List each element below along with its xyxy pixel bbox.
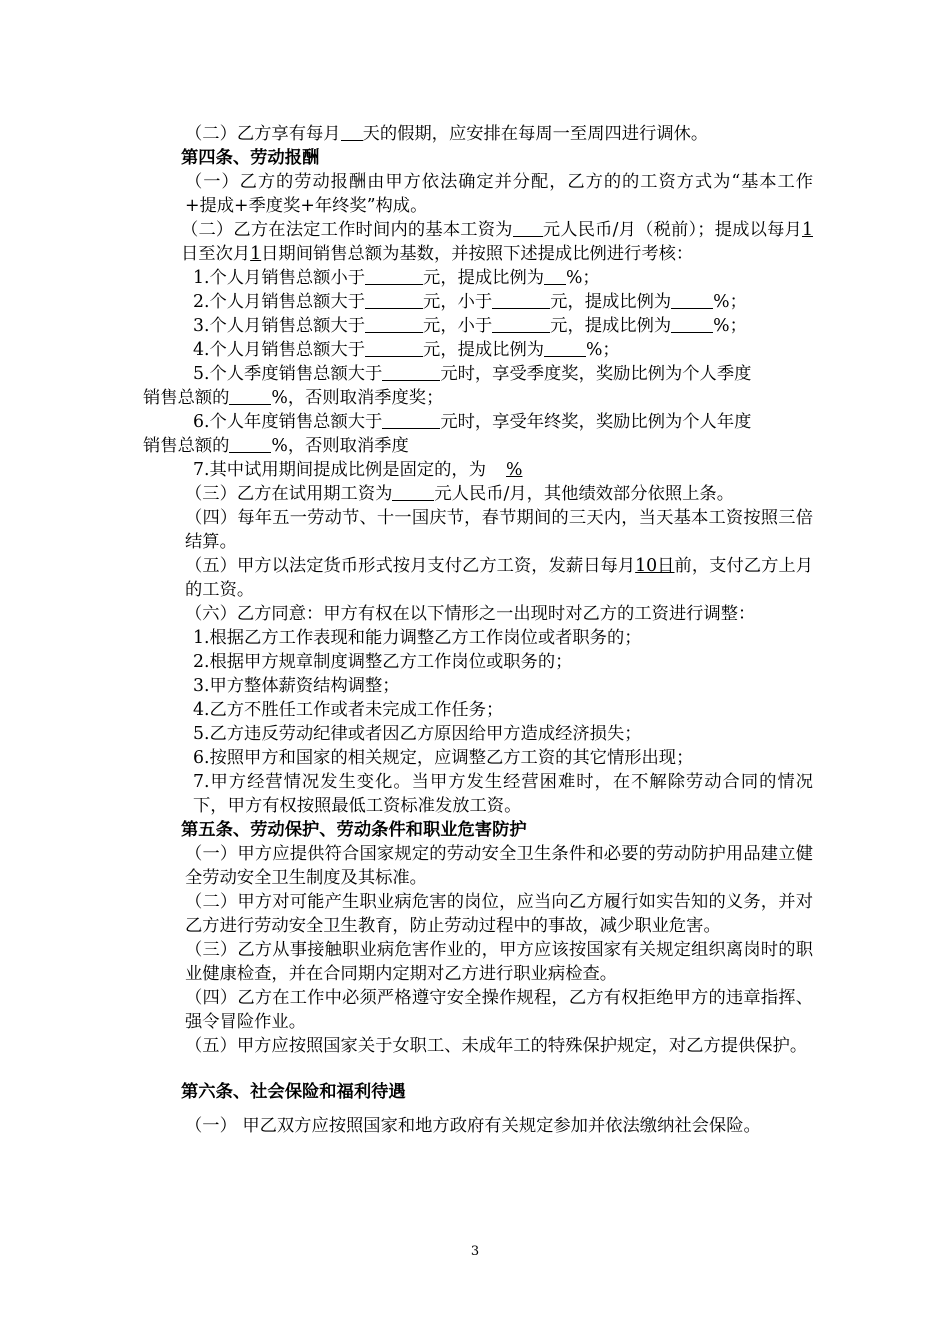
text: 元，提成比例为 [550,316,672,336]
blank-field [341,123,363,141]
spacer [143,1058,813,1080]
text: 销售总额的 [143,436,230,456]
blank-field [513,219,543,237]
text: 1.个人月销售总额小于 [193,268,366,288]
adjust-item-1: 1.根据乙方工作表现和能力调整乙方工作岗位或者职务的； [193,628,642,648]
paragraph-4-6: （六）乙方同意：甲方有权在以下情形之一出现时对乙方的工资进行调整： [185,604,756,624]
text: 2.个人月销售总额大于 [193,292,366,312]
blank-field [492,291,550,309]
blank-field [544,339,586,357]
page-number: 3 [470,1244,480,1259]
text: %； [713,292,747,312]
text: 元人民币/月，其他绩效部分依照上条。 [434,484,734,504]
commission-item-1 [143,266,813,290]
blank-field [365,339,423,357]
text: 天的假期，应安排在每周一至周四进行调休。 [362,124,709,144]
text: 7.其中试用期间提成比例是固定的，为 [193,460,486,480]
blank-field [365,315,423,333]
paragraph-5-5: （五）甲方应按照国家关于女职工、未成年工的特殊保护规定，对乙方提供保护。 [185,1036,808,1056]
text: 日至次月 [181,244,251,264]
text: %，否则取消季度 [271,436,409,456]
text: 元，提成比例为 [423,268,545,288]
text: %； [713,316,747,336]
commission-item-6-cont [143,434,813,458]
paragraph-5-3: （三）乙方从事接触职业病危害作业的，甲方应该按国家有关规定组织离岗时的职业健康检查，并在合同期内定期对乙方进行职业病检查。 [185,940,813,984]
adjust-item-6: 6.按照甲方和国家的相关规定，应调整乙方工资的其它情形出现； [193,748,694,768]
commission-item-2 [143,290,813,314]
blank-field [492,315,550,333]
text: 元时，享受年终奖，奖励比例为个人年度 [440,412,752,432]
article-5-heading: 第五条、劳动保护、劳动条件和职业危害防护 [181,820,527,840]
commission-item-5 [143,362,813,386]
text: （二）乙方在法定工作时间内的基本工资为 [181,220,513,240]
text: 前，支付乙方上月的工资。 [185,556,813,600]
blank-field [365,267,423,285]
adjust-item-3: 3.甲方整体薪资结构调整； [193,676,400,696]
adjust-item-2: 2.根据甲方规章制度调整乙方工作岗位或职务的； [193,652,573,672]
underlined-value: 10日 [635,556,675,576]
blank-field [671,315,713,333]
commission-item-6 [143,410,813,434]
commission-item-4 [143,338,813,362]
spacer [143,1104,813,1114]
text: （二）乙方享有每月 [185,124,341,144]
paragraph-5-4: （四）乙方在工作中必须严格遵守安全操作规程，乙方有权拒绝甲方的违章指挥、强令冒险作业。 [185,988,813,1032]
underlined-value: 1 [250,244,262,264]
blank-field [229,387,271,405]
paragraph-4-3 [143,482,813,506]
text: %； [566,268,600,288]
text: 3.个人月销售总额大于 [193,316,366,336]
paragraph-4-2 [143,218,813,266]
paragraph-4-1: （一）乙方的劳动报酬由甲方依法确定并分配，乙方的的工资方式为“基本工作+提成+季度奖+年终奖”构成。 [185,172,813,216]
text: 销售总额的 [143,388,230,408]
text: 元，提成比例为 [423,340,545,360]
adjust-item-7: 7.甲方经营情况发生变化。当甲方发生经营困难时，在不解除劳动合同的情况下，甲方有权按照最低工资标准发放工资。 [193,772,813,816]
text: %，否则取消季度奖； [271,388,444,408]
text: 5.个人季度销售总额大于 [193,364,383,384]
blank-field [365,291,423,309]
paragraph-3-2 [143,122,813,146]
commission-item-7 [143,458,813,482]
blank-field [382,363,440,381]
text: 4.个人月销售总额大于 [193,340,366,360]
text: （三）乙方在试用期工资为 [185,484,393,504]
document-body [143,122,813,1138]
blank-field [392,483,434,501]
article-4-heading: 第四条、劳动报酬 [181,148,320,168]
underlined-value: 1 [801,220,813,240]
paragraph-5-2: （二）甲方对可能产生职业病危害的岗位，应当向乙方履行如实告知的义务，并对乙方进行劳动安全卫生教育，防止劳动过程中的事故，减少职业危害。 [185,892,813,936]
commission-item-3 [143,314,813,338]
blank-field [382,411,440,429]
underlined-value: % [506,460,523,480]
text: 元，小于 [423,316,493,336]
text: 元，小于 [423,292,493,312]
text: %； [586,340,620,360]
paragraph-4-4: （四）每年五一劳动节、十一国庆节，春节期间的三天内，当天基本工资按照三倍结算。 [185,508,813,552]
adjust-item-5: 5.乙方违反劳动纪律或者因乙方原因给甲方造成经济损失； [193,724,642,744]
text: 6.个人年度销售总额大于 [193,412,383,432]
blank-field [671,291,713,309]
paragraph-4-5 [143,554,813,602]
blank-field [544,267,566,285]
commission-item-5-cont [143,386,813,410]
paragraph-6-1: （一） 甲乙双方应按照国家和地方政府有关规定参加并依法缴纳社会保险。 [185,1116,761,1136]
text: 日期间销售总额为基数，并按照下述提成比例进行考核： [261,244,694,264]
paragraph-5-1: （一）甲方应提供符合国家规定的劳动安全卫生条件和必要的劳动防护用品建立健全劳动安全卫生制度及其标准。 [185,844,813,888]
adjust-item-4: 4.乙方不胜任工作或者未完成工作任务； [193,700,504,720]
text: 元人民币/月（税前）；提成以每月 [542,220,802,240]
article-6-heading: 第六条、社会保险和福利待遇 [181,1082,406,1102]
text: （五）甲方以法定货币形式按月支付乙方工资，发薪日每月 [185,556,636,576]
blank-field [229,435,271,453]
text: 元时，享受季度奖，奖励比例为个人季度 [440,364,752,384]
text: 元，提成比例为 [550,292,672,312]
